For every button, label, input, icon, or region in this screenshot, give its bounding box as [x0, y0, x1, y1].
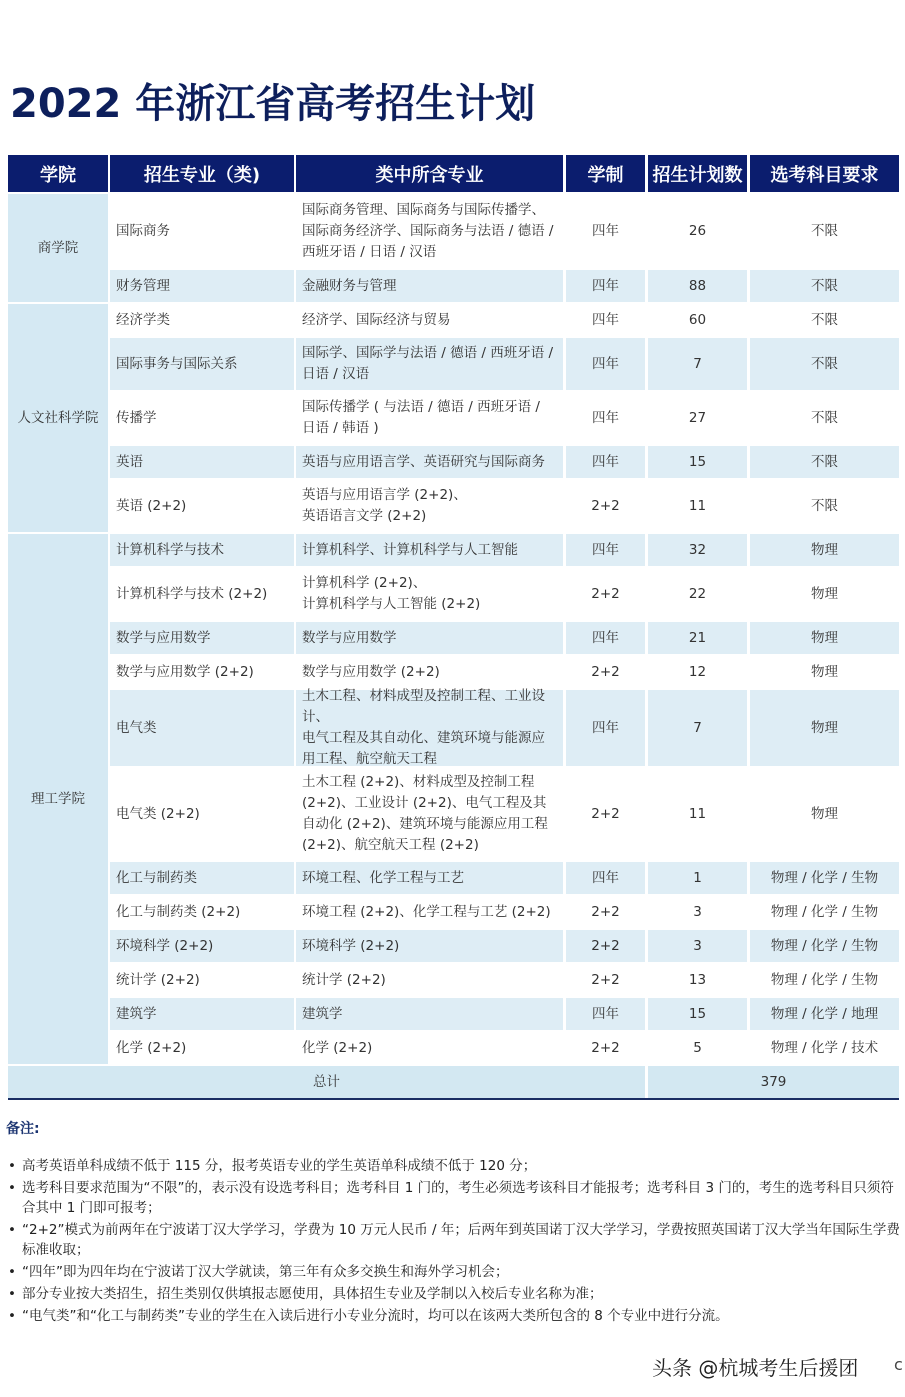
major-cell: 统计学 (2+2)	[110, 964, 294, 996]
subjects-cell: 物理 / 化学 / 生物	[750, 896, 899, 928]
included-major-line: 英语与应用语言学 (2+2)、	[302, 487, 467, 503]
included-major-line: 金融财务与管理	[302, 277, 397, 294]
included-major-line: 国际传播学 ( 与法语 / 德语 / 西班牙语 /	[302, 399, 540, 415]
duration-cell: 2+2	[566, 896, 645, 928]
duration-cell: 2+2	[566, 964, 645, 996]
notes-title: 备注:	[6, 1121, 40, 1137]
page-title: 2022 年浙江省高考招生计划	[10, 81, 536, 127]
duration-cell: 2+2	[566, 1032, 645, 1064]
subjects-cell: 不限	[750, 194, 899, 268]
major-cell: 建筑学	[110, 998, 294, 1030]
quota-cell: 22	[648, 568, 747, 620]
major-cell: 经济学类	[110, 304, 294, 336]
included-majors-cell	[296, 1032, 563, 1064]
college-cell: 人文社科学院	[8, 304, 108, 532]
note-item: • 选考科目要求范围为“不限”的，表示没有设选考科目；选考科目 1 门的，考生必须选考该科目才能报考；选考科目 3 门的，考生的选考科目只须符合其中 1 门即可报考；	[8, 1180, 894, 1216]
subjects-cell: 物理	[750, 690, 899, 766]
included-majors-cell	[296, 338, 563, 390]
included-major-line: 日语 / 韩语 )	[302, 420, 379, 436]
major-cell: 化工与制药类 (2+2)	[110, 896, 294, 928]
header-quota: 招生计划数	[648, 155, 747, 192]
included-majors-cell	[296, 998, 563, 1030]
included-majors-cell	[296, 930, 563, 962]
quota-cell: 13	[648, 964, 747, 996]
included-major-line: 统计学 (2+2)	[302, 971, 386, 988]
included-majors-cell	[296, 194, 563, 268]
quota-cell: 3	[648, 930, 747, 962]
duration-cell: 四年	[566, 690, 645, 766]
major-cell: 计算机科学与技术	[110, 534, 294, 566]
included-majors-cell	[296, 392, 563, 444]
major-cell: 国际事务与国际关系	[110, 338, 294, 390]
included-major-line: 英语与应用语言学、英语研究与国际商务	[302, 453, 545, 470]
subjects-cell: 物理 / 化学 / 地理	[750, 998, 899, 1030]
included-majors-cell	[296, 446, 563, 478]
subjects-cell: 不限	[750, 392, 899, 444]
included-majors-cell	[296, 304, 563, 336]
bullet-icon: •	[8, 1180, 16, 1196]
note-item: • “四年”即为四年均在宁波诺丁汉大学就读，第三年有众多交换生和海外学习机会；	[8, 1264, 509, 1280]
duration-cell: 2+2	[566, 656, 645, 688]
note-item: • “电气类”和“化工与制药类”专业的学生在入读后进行小专业分流时，均可以在该两大类所包含的 8 个专业中进行分流。	[8, 1308, 729, 1324]
header-subjects: 选考科目要求	[750, 155, 899, 192]
quota-cell: 3	[648, 896, 747, 928]
subjects-cell: 物理 / 化学 / 生物	[750, 862, 899, 894]
included-majors-cell	[296, 896, 563, 928]
bullet-icon: •	[8, 1286, 16, 1302]
quota-cell: 1	[648, 862, 747, 894]
included-major-line: (2+2)、工业设计 (2+2)、电气工程及其	[302, 795, 547, 811]
included-major-line: (2+2)、航空航天工程 (2+2)	[302, 837, 479, 853]
included-major-line: 化学 (2+2)	[302, 1039, 373, 1056]
included-major-line: 计算机科学、计算机科学与人工智能	[302, 541, 518, 558]
duration-cell: 2+2	[566, 480, 645, 532]
duration-cell: 四年	[566, 194, 645, 268]
quota-cell: 11	[648, 480, 747, 532]
duration-cell: 四年	[566, 392, 645, 444]
duration-cell: 四年	[566, 622, 645, 654]
subjects-cell: 物理 / 化学 / 生物	[750, 964, 899, 996]
included-majors-cell	[296, 690, 563, 766]
included-major-line: 建筑学	[302, 1005, 343, 1022]
duration-cell: 四年	[566, 862, 645, 894]
note-item: • 高考英语单科成绩不低于 115 分，报考英语专业的学生英语单科成绩不低于 120 分；	[8, 1158, 537, 1174]
subjects-cell: 物理	[750, 656, 899, 688]
major-cell: 数学与应用数学 (2+2)	[110, 656, 294, 688]
included-major-line: 数学与应用数学 (2+2)	[302, 663, 440, 680]
major-cell: 电气类 (2+2)	[110, 768, 294, 860]
quota-cell: 26	[648, 194, 747, 268]
watermark: 头条 @杭城考生后援团	[652, 1356, 859, 1380]
duration-cell: 2+2	[566, 568, 645, 620]
subjects-cell: 物理	[750, 534, 899, 566]
included-major-line: 环境工程、化学工程与工艺	[302, 869, 464, 886]
duration-cell: 四年	[566, 304, 645, 336]
included-major-line: 环境工程 (2+2)、化学工程与工艺 (2+2)	[302, 903, 551, 920]
major-cell: 数学与应用数学	[110, 622, 294, 654]
included-major-line: 自动化 (2+2)、建筑环境与能源应用工程	[302, 816, 548, 832]
subjects-cell: 不限	[750, 304, 899, 336]
included-majors-cell	[296, 480, 563, 532]
header-college: 学院	[8, 155, 108, 192]
duration-cell: 2+2	[566, 768, 645, 860]
duration-cell: 四年	[566, 998, 645, 1030]
total-value: 379	[648, 1066, 899, 1098]
quota-cell: 21	[648, 622, 747, 654]
subjects-cell: 不限	[750, 446, 899, 478]
duration-cell: 四年	[566, 534, 645, 566]
college-cell: 商学院	[8, 194, 108, 302]
included-major-line: 英语语言文学 (2+2)	[302, 508, 427, 524]
note-item: • 部分专业按大类招生，招生类别仅供填报志愿使用，具体招生专业及学制以入校后专业名称为准；	[8, 1286, 603, 1302]
duration-cell: 四年	[566, 338, 645, 390]
included-major-line: 土木工程、材料成型及控制工程、工业设计、	[302, 688, 545, 725]
subjects-cell: 不限	[750, 270, 899, 302]
quota-cell: 12	[648, 656, 747, 688]
included-majors-cell	[296, 964, 563, 996]
subjects-cell: 物理	[750, 622, 899, 654]
bullet-icon: •	[8, 1308, 16, 1324]
header-major: 招生专业（类)	[110, 155, 294, 192]
major-cell: 国际商务	[110, 194, 294, 268]
included-majors-cell	[296, 768, 563, 860]
quota-cell: 15	[648, 446, 747, 478]
quota-cell: 27	[648, 392, 747, 444]
table-bottom-rule	[8, 1098, 899, 1100]
subjects-cell: 不限	[750, 480, 899, 532]
included-major-line: 计算机科学与人工智能 (2+2)	[302, 596, 481, 612]
included-major-line: 国际商务经济学、国际商务与法语 / 德语 /	[302, 222, 554, 239]
subjects-cell: 不限	[750, 338, 899, 390]
included-majors-cell	[296, 622, 563, 654]
included-majors-cell	[296, 656, 563, 688]
major-cell: 传播学	[110, 392, 294, 444]
included-majors-cell	[296, 270, 563, 302]
included-major-line: 土木工程 (2+2)、材料成型及控制工程	[302, 774, 535, 790]
subjects-cell: 物理 / 化学 / 生物	[750, 930, 899, 962]
total-label: 总计	[8, 1066, 645, 1098]
included-major-line: 用工程、航空航天工程	[302, 751, 437, 767]
subjects-cell: 物理 / 化学 / 技术	[750, 1032, 899, 1064]
note-item: • “2+2”模式为前两年在宁波诺丁汉大学学习，学费为 10 万元人民币 / 年；后两年到英国诺丁汉大学学习，学费按照英国诺丁汉大学当年国际生学费标准收取；	[8, 1222, 900, 1258]
major-cell: 英语 (2+2)	[110, 480, 294, 532]
quota-cell: 7	[648, 338, 747, 390]
major-cell: 财务管理	[110, 270, 294, 302]
duration-cell: 2+2	[566, 930, 645, 962]
major-cell: 化学 (2+2)	[110, 1032, 294, 1064]
quota-cell: 11	[648, 768, 747, 860]
included-major-line: 经济学、国际经济与贸易	[302, 311, 451, 328]
major-cell: 电气类	[110, 690, 294, 766]
subjects-cell: 物理	[750, 768, 899, 860]
quota-cell: 5	[648, 1032, 747, 1064]
included-major-line: 日语 / 汉语	[302, 366, 370, 382]
bullet-icon: •	[8, 1264, 16, 1280]
quota-cell: 7	[648, 690, 747, 766]
included-major-line: 西班牙语 / 日语 / 汉语	[302, 243, 437, 260]
included-major-line: 电气工程及其自动化、建筑环境与能源应	[302, 730, 545, 746]
included-major-line: 国际学、国际学与法语 / 德语 / 西班牙语 /	[302, 345, 554, 361]
major-cell: 英语	[110, 446, 294, 478]
major-cell: 环境科学 (2+2)	[110, 930, 294, 962]
included-majors-cell	[296, 534, 563, 566]
subjects-cell: 物理	[750, 568, 899, 620]
quota-cell: 32	[648, 534, 747, 566]
edge-glyph: c	[894, 1355, 903, 1374]
header-included-majors: 类中所含专业	[296, 155, 563, 192]
major-cell: 化工与制药类	[110, 862, 294, 894]
included-major-line: 环境科学 (2+2)	[302, 937, 400, 954]
header-duration: 学制	[566, 155, 645, 192]
duration-cell: 四年	[566, 446, 645, 478]
bullet-icon: •	[8, 1158, 16, 1174]
included-majors-cell	[296, 862, 563, 894]
quota-cell: 60	[648, 304, 747, 336]
quota-cell: 88	[648, 270, 747, 302]
included-majors-cell	[296, 568, 563, 620]
included-major-line: 计算机科学 (2+2)、	[302, 575, 427, 591]
included-major-line: 国际商务管理、国际商务与国际传播学、	[302, 201, 545, 218]
notes-section	[6, 1118, 901, 1328]
college-cell: 理工学院	[8, 534, 108, 1064]
duration-cell: 四年	[566, 270, 645, 302]
included-major-line: 数学与应用数学	[302, 629, 397, 646]
bullet-icon: •	[8, 1222, 16, 1238]
quota-cell: 15	[648, 998, 747, 1030]
major-cell: 计算机科学与技术 (2+2)	[110, 568, 294, 620]
